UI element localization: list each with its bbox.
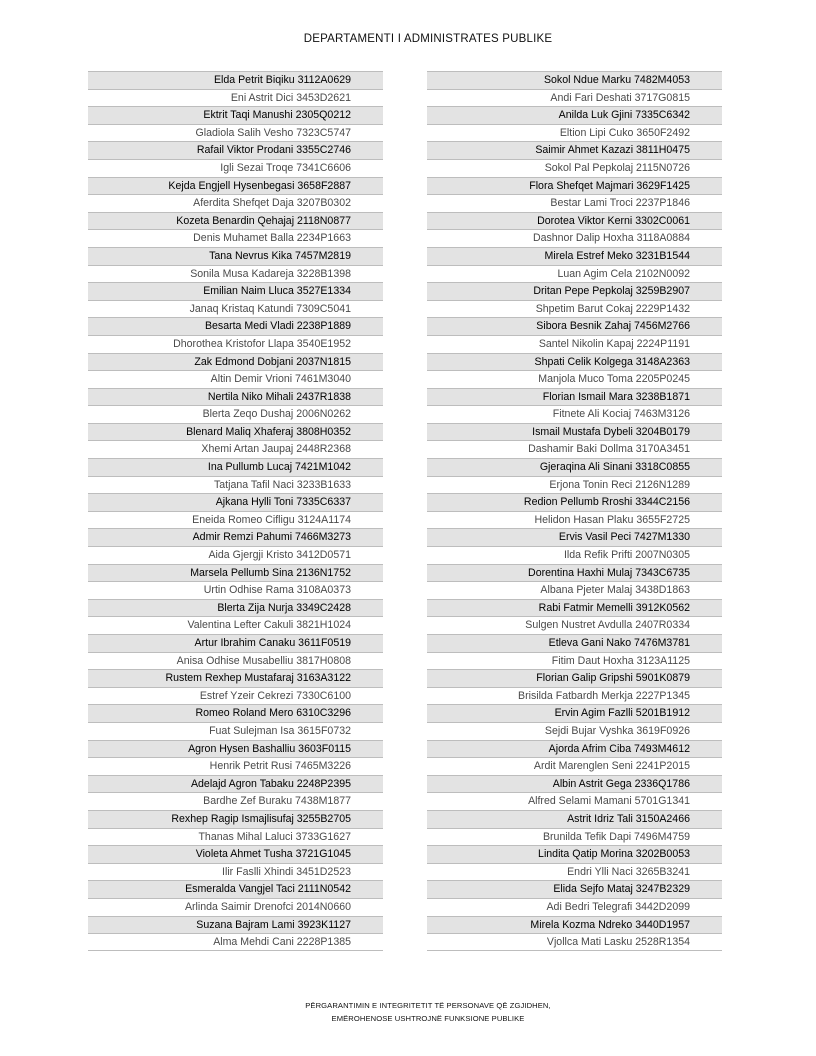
list-item: Sonila Musa Kadareja 3228B1398 (88, 265, 383, 283)
list-item: Eneida Romeo Cifligu 3124A1174 (88, 511, 383, 529)
list-item: Romeo Roland Mero 6310C3296 (88, 704, 383, 722)
list-item: Bestar Lami Troci 2237P1846 (427, 194, 722, 212)
list-item: Redion Pellumb Rroshi 3344C2156 (427, 493, 722, 511)
list-item: Dorentina Haxhi Mulaj 7343C6735 (427, 564, 722, 582)
list-item: Blerta Zeqo Dushaj 2006N0262 (88, 405, 383, 423)
list-item: Ervis Vasil Peci 7427M1330 (427, 528, 722, 546)
list-item: Endri Ylli Naci 3265B3241 (427, 863, 722, 881)
list-item: Gjeraqina Ali Sinani 3318C0855 (427, 458, 722, 476)
list-item: Estref Yzeir Cekrezi 7330C6100 (88, 687, 383, 705)
list-item: Henrik Petrit Rusi 7465M3226 (88, 757, 383, 775)
left-name-list (88, 71, 383, 951)
list-item: Emilian Naim Lluca 3527E1334 (88, 282, 383, 300)
page-footer (0, 999, 816, 1025)
list-item: Rafail Viktor Prodani 3355C2746 (88, 141, 383, 159)
list-item: Ardit Marenglen Seni 2241P2015 (427, 757, 722, 775)
list-item: Rexhep Ragip Ismajlisufaj 3255B2705 (88, 810, 383, 828)
list-item: Xhemi Artan Jaupaj 2448R2368 (88, 440, 383, 458)
list-item: Anisa Odhise Musabelliu 3817H0808 (88, 652, 383, 670)
page-title: DEPARTAMENTI I ADMINISTRATES PUBLIKE (303, 33, 553, 45)
list-item: Gladiola Salih Vesho 7323C5747 (88, 124, 383, 142)
list-item: Alma Mehdi Cani 2228P1385 (88, 933, 383, 951)
list-item: Ismail Mustafa Dybeli 3204B0179 (427, 423, 722, 441)
list-item: Anilda Luk Gjini 7335C6342 (427, 106, 722, 124)
list-item: Kozeta Benardin Qehajaj 2118N0877 (88, 212, 383, 230)
list-item: Janaq Kristaq Katundi 7309C5041 (88, 300, 383, 318)
list-item: Shpati Celik Kolgega 3148A2363 (427, 353, 722, 371)
list-item: Igli Sezai Troqe 7341C6606 (88, 159, 383, 177)
list-item: Mirela Kozma Ndreko 3440D1957 (427, 916, 722, 934)
list-item: Erjona Tonin Reci 2126N1289 (427, 476, 722, 494)
list-item: Astrit Idriz Tali 3150A2466 (427, 810, 722, 828)
list-item: Eltion Lipi Cuko 3650F2492 (427, 124, 722, 142)
list-item: Lindita Qatip Morina 3202B0053 (427, 845, 722, 863)
list-item: Rustem Rexhep Mustafaraj 3163A3122 (88, 669, 383, 687)
list-item: Florian Galip Gripshi 5901K0879 (427, 669, 722, 687)
list-item: Florian Ismail Mara 3238B1871 (427, 388, 722, 406)
list-item: Sokol Pal Pepkolaj 2115N0726 (427, 159, 722, 177)
list-item: Ilir Faslli Xhindi 3451D2523 (88, 863, 383, 881)
list-item: Vjollca Mati Lasku 2528R1354 (427, 933, 722, 951)
list-item: Sejdi Bujar Vyshka 3619F0926 (427, 722, 722, 740)
list-item: Santel Nikolin Kapaj 2224P1191 (427, 335, 722, 353)
list-item: Adi Bedri Telegrafi 3442D2099 (427, 898, 722, 916)
list-item: Valentina Lefter Cakuli 3821H1024 (88, 616, 383, 634)
list-item: Besarta Medi Vladi 2238P1889 (88, 317, 383, 335)
list-item: Etleva Gani Nako 7476M3781 (427, 634, 722, 652)
list-item: Dritan Pepe Pepkolaj 3259B2907 (427, 282, 722, 300)
list-item: Elida Sejfo Mataj 3247B2329 (427, 880, 722, 898)
right-name-list (427, 71, 722, 951)
footer-line-1: PËRGARANTIMIN E INTEGRITETIT TË PERSONAVE QË ZGJIDHEN, (305, 1001, 551, 1010)
list-item: Adelajd Agron Tabaku 2248P2395 (88, 775, 383, 793)
list-item: Urtin Odhise Rama 3108A0373 (88, 581, 383, 599)
list-item: Aferdita Shefqet Daja 3207B0302 (88, 194, 383, 212)
list-item: Sokol Ndue Marku 7482M4053 (427, 71, 722, 89)
list-item: Denis Muhamet Balla 2234P1663 (88, 229, 383, 247)
list-item: Tana Nevrus Kika 7457M2819 (88, 247, 383, 265)
list-item: Ajkana Hylli Toni 7335C6337 (88, 493, 383, 511)
list-item: Elda Petrit Biqiku 3112A0629 (88, 71, 383, 89)
list-item: Ina Pullumb Lucaj 7421M1042 (88, 458, 383, 476)
list-item: Albin Astrit Gega 2336Q1786 (427, 775, 722, 793)
list-item: Bardhe Zef Buraku 7438M1877 (88, 792, 383, 810)
list-item: Alfred Selami Mamani 5701G1341 (427, 792, 722, 810)
list-item: Marsela Pellumb Sina 2136N1752 (88, 564, 383, 582)
list-item: Rabi Fatmir Memelli 3912K0562 (427, 599, 722, 617)
list-item: Arlinda Saimir Drenofci 2014N0660 (88, 898, 383, 916)
list-item: Flora Shefqet Majmari 3629F1425 (427, 177, 722, 195)
list-item: Admir Remzi Pahumi 7466M3273 (88, 528, 383, 546)
list-item: Sulgen Nustret Avdulla 2407R0334 (427, 616, 722, 634)
list-item: Saimir Ahmet Kazazi 3811H0475 (427, 141, 722, 159)
list-item: Albana Pjeter Malaj 3438D1863 (427, 581, 722, 599)
list-item: Brunilda Tefik Dapi 7496M4759 (427, 828, 722, 846)
list-item: Sibora Besnik Zahaj 7456M2766 (427, 317, 722, 335)
list-item: Fitnete Ali Kociaj 7463M3126 (427, 405, 722, 423)
list-item: Agron Hysen Bashalliu 3603F0115 (88, 740, 383, 758)
list-item: Suzana Bajram Lami 3923K1127 (88, 916, 383, 934)
list-item: Ervin Agim Fazlli 5201B1912 (427, 704, 722, 722)
list-item: Blerta Zija Nurja 3349C2428 (88, 599, 383, 617)
list-item: Mirela Estref Meko 3231B1544 (427, 247, 722, 265)
list-item: Altin Demir Vrioni 7461M3040 (88, 370, 383, 388)
list-item: Blenard Maliq Xhaferaj 3808H0352 (88, 423, 383, 441)
list-item: Manjola Muco Toma 2205P0245 (427, 370, 722, 388)
list-item: Dashamir Baki Dollma 3170A3451 (427, 440, 722, 458)
list-item: Dhorothea Kristofor Llapa 3540E1952 (88, 335, 383, 353)
list-item: Helidon Hasan Plaku 3655F2725 (427, 511, 722, 529)
list-item: Aida Gjergji Kristo 3412D0571 (88, 546, 383, 564)
list-item: Nertila Niko Mihali 2437R1838 (88, 388, 383, 406)
list-item: Artur Ibrahim Canaku 3611F0519 (88, 634, 383, 652)
list-item: Fitim Daut Hoxha 3123A1125 (427, 652, 722, 670)
list-item: Andi Fari Deshati 3717G0815 (427, 89, 722, 107)
list-item: Tatjana Tafil Naci 3233B1633 (88, 476, 383, 494)
list-item: Thanas Mihal Laluci 3733G1627 (88, 828, 383, 846)
footer-line-2: EMËROHENOSE USHTROJNË FUNKSIONE PUBLIKE (331, 1014, 525, 1023)
list-item: Dorotea Viktor Kerni 3302C0061 (427, 212, 722, 230)
list-item: Ilda Refik Prifti 2007N0305 (427, 546, 722, 564)
list-item: Luan Agim Cela 2102N0092 (427, 265, 722, 283)
list-item: Ektrit Taqi Manushi 2305Q0212 (88, 106, 383, 124)
list-item: Violeta Ahmet Tusha 3721G1045 (88, 845, 383, 863)
list-item: Kejda Engjell Hysenbegasi 3658F2887 (88, 177, 383, 195)
list-item: Shpetim Barut Cokaj 2229P1432 (427, 300, 722, 318)
list-item: Zak Edmond Dobjani 2037N1815 (88, 353, 383, 371)
list-item: Ajorda Afrim Ciba 7493M4612 (427, 740, 722, 758)
list-item: Esmeralda Vangjel Taci 2111N0542 (88, 880, 383, 898)
list-item: Dashnor Dalip Hoxha 3118A0884 (427, 229, 722, 247)
list-item: Eni Astrit Dici 3453D2621 (88, 89, 383, 107)
list-item: Brisilda Fatbardh Merkja 2227P1345 (427, 687, 722, 705)
list-item: Fuat Sulejman Isa 3615F0732 (88, 722, 383, 740)
